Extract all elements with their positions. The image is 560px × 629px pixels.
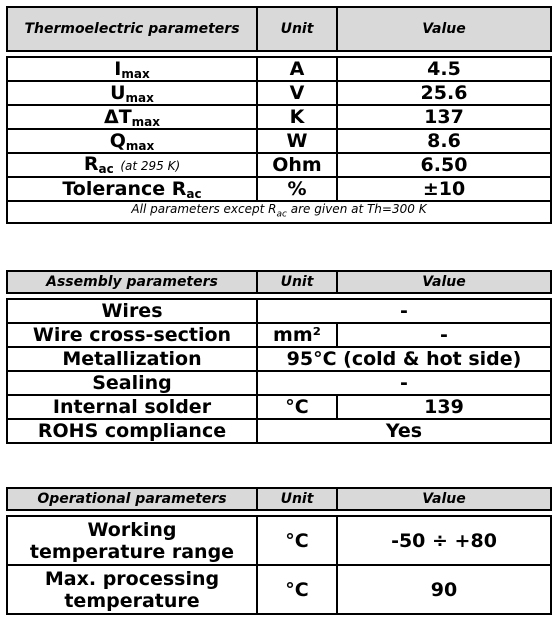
header-unit: Unit — [257, 488, 337, 510]
header-parameter: Operational parameters — [7, 488, 257, 510]
param-label: Metallization — [7, 347, 257, 371]
footnote: All parameters except $R_{ac}$ are given at Th=300 K — [7, 201, 551, 223]
header-parameter: Thermoelectric parameters — [7, 7, 257, 51]
operational-table — [6, 487, 552, 615]
param-unit: °C — [257, 516, 337, 565]
param-value: 137 — [337, 105, 551, 129]
param-label: Working temperature range — [7, 516, 257, 565]
table-row — [7, 153, 551, 177]
thermoelectric-table — [6, 6, 552, 224]
table-row — [7, 81, 551, 105]
param-label: Tolerance $R_{ac}$ — [7, 177, 257, 201]
param-label: $R_{ac}$ (at 295 K) — [7, 153, 257, 177]
param-value: 4.5 — [337, 57, 551, 81]
param-unit: W — [257, 129, 337, 153]
param-unit: °C — [257, 565, 337, 614]
header-value: Value — [337, 488, 551, 510]
table-row — [7, 177, 551, 201]
param-value: - — [257, 371, 551, 395]
param-label: Wire cross-section — [7, 323, 257, 347]
param-unit: A — [257, 57, 337, 81]
table-row — [7, 347, 551, 371]
table-row — [7, 565, 551, 614]
param-unit: K — [257, 105, 337, 129]
param-value: 25.6 — [337, 81, 551, 105]
header-value: Value — [337, 271, 551, 293]
param-value: ±10 — [337, 177, 551, 201]
param-unit: mm² — [257, 323, 337, 347]
param-value: 95°C (cold & hot side) — [257, 347, 551, 371]
param-label: $\Delta T_{max}$ — [7, 105, 257, 129]
param-value: 6.50 — [337, 153, 551, 177]
param-unit: % — [257, 177, 337, 201]
param-label: Internal solder — [7, 395, 257, 419]
table-row — [7, 323, 551, 347]
header-parameter: Assembly parameters — [7, 271, 257, 293]
param-value: 8.6 — [337, 129, 551, 153]
table-row — [7, 371, 551, 395]
param-label: Max. processing temperature — [7, 565, 257, 614]
param-unit: Ohm — [257, 153, 337, 177]
param-label: $Q_{max}$ — [7, 129, 257, 153]
header-value: Value — [337, 7, 551, 51]
param-value: Yes — [257, 419, 551, 443]
param-value: -50 ÷ +80 — [337, 516, 551, 565]
table-row — [7, 57, 551, 81]
header-unit: Unit — [257, 271, 337, 293]
param-value: 139 — [337, 395, 551, 419]
table-row — [7, 395, 551, 419]
header-unit: Unit — [257, 7, 337, 51]
param-unit: °C — [257, 395, 337, 419]
param-label: Wires — [7, 299, 257, 323]
table-row — [7, 419, 551, 443]
param-value: - — [257, 299, 551, 323]
param-value: - — [337, 323, 551, 347]
table-row — [7, 105, 551, 129]
assembly-table — [6, 270, 552, 444]
param-label: $U_{max}$ — [7, 81, 257, 105]
param-label: $I_{max}$ — [7, 57, 257, 81]
table-row — [7, 129, 551, 153]
table-row — [7, 299, 551, 323]
footnote-row — [7, 201, 551, 223]
param-value: 90 — [337, 565, 551, 614]
param-label: Sealing — [7, 371, 257, 395]
param-label: ROHS compliance — [7, 419, 257, 443]
table-row — [7, 516, 551, 565]
param-unit: V — [257, 81, 337, 105]
